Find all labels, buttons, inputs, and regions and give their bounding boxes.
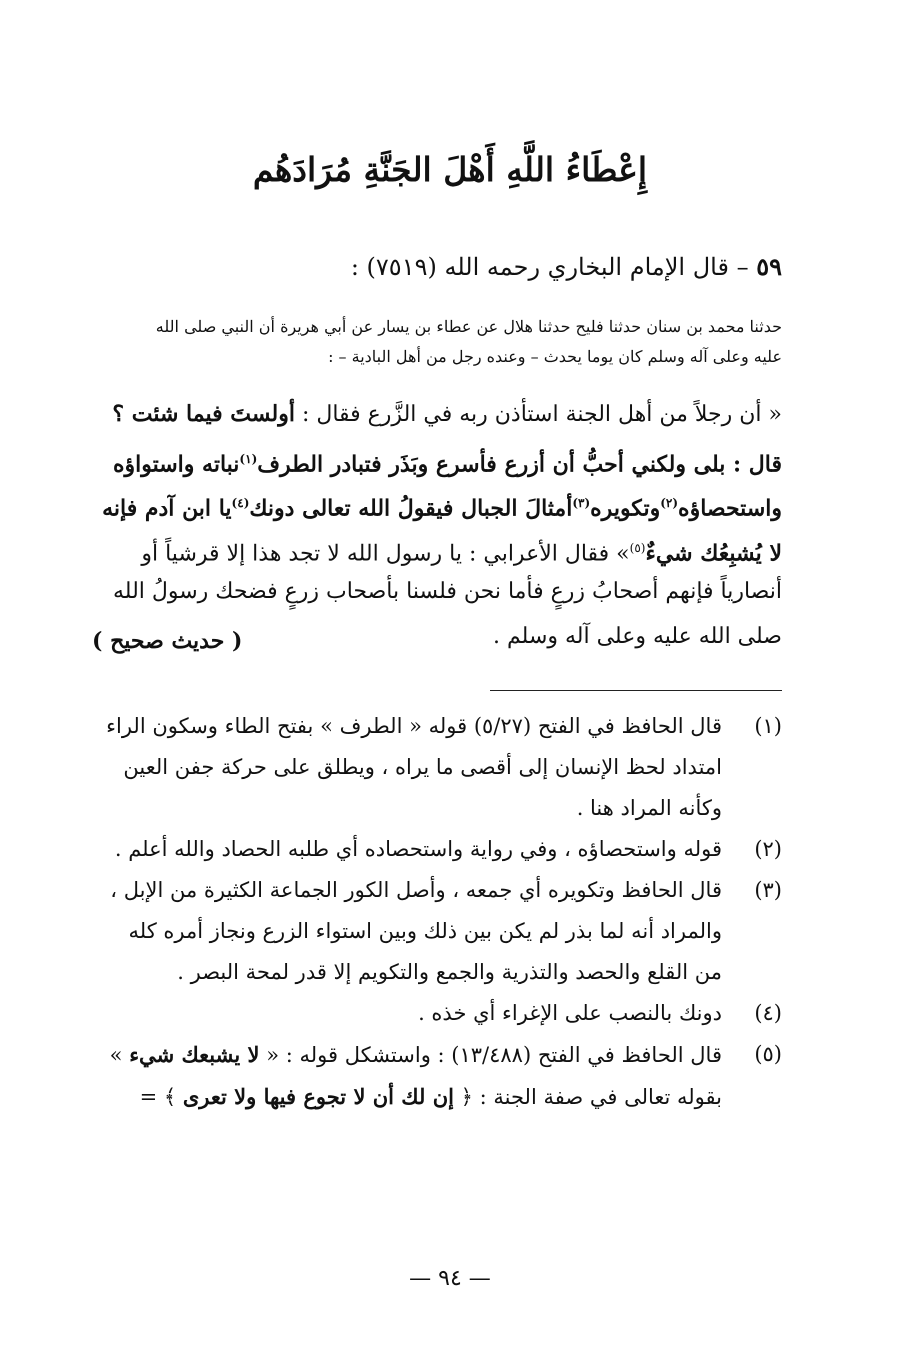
footnote-ref: (١) [239, 451, 258, 466]
footnote-text [82, 1034, 722, 1118]
footnote-text [82, 993, 722, 1034]
footnote-line: والمراد أنه لما بذر لم يكن بين ذلك وبين استواء الزرع ونجاز أمره كله [128, 919, 722, 943]
footnote-divider [490, 690, 782, 691]
footnote-line [82, 1076, 722, 1118]
footnote-number: (٢) [754, 837, 782, 861]
footnote-number: (٣) [754, 878, 782, 902]
footnote-ref: (٢) [660, 496, 679, 510]
hadith-segment-bold: أمثالَ الجبال فيقولُ الله تعالى دونك [249, 495, 573, 522]
hadith-source: – قال الإمام البخاري رحمه الله (٧٥١٩) : [350, 253, 749, 281]
hadith-line [92, 526, 782, 571]
footnote-ref: (٣) [572, 496, 591, 510]
footnote-segment-bold: لا يشبعك شيء [129, 1042, 260, 1067]
footnotes [82, 706, 782, 1118]
footnote-segment-bold: إن لك أن لا تجوع فيها ولا تعرى [182, 1084, 454, 1109]
footnote-number: (٥) [754, 1042, 782, 1066]
footnote-ref: (٥) [629, 540, 646, 555]
footnote-line: قال الحافظ في الفتح (٥/٢٧) قوله « الطرف » بفتح الطاء وسكون الراء [106, 714, 722, 738]
hadith-segment-bold: نباته واستواؤه [112, 450, 240, 477]
footnote-3 [82, 870, 782, 993]
footnote-line: من القلع والحصد والتذرية والجمع والتكويم إلا قدر لمحة البصر . [177, 960, 722, 984]
footnote-text [82, 706, 722, 829]
hadith-line [92, 392, 782, 437]
hadith-segment-bold: وتكويره [590, 495, 661, 522]
hadith-segment: « أن رجلاً من أهل الجنة استأذن ربه في الزَّرع فقال : [301, 402, 782, 427]
footnote-line: امتداد لحظ الإنسان إلى أقصى ما يراه ، ويطلق على حركة جفن العين [123, 755, 722, 779]
hadith-segment: » فقال الأعرابي : يا رسول الله لا تجد هذا إلا قرشياً أو [141, 540, 630, 566]
footnote-segment: ﴾ = [139, 1085, 177, 1109]
footnote-2 [82, 829, 782, 870]
hadith-segment-bold: واستحصاؤه [678, 495, 782, 522]
hadith-line [92, 481, 782, 526]
footnote-4 [82, 993, 782, 1034]
footnote-line: قوله واستحصاؤه ، وفي رواية واستحصاده أي طلبه الحصاد والله أعلم . [114, 837, 722, 861]
page-number: — ٩٤ — [409, 1266, 491, 1291]
footnote-5 [82, 1034, 782, 1118]
hadith-text [92, 392, 782, 659]
footnote-segment: » [109, 1043, 123, 1067]
isnad-line: حدثنا محمد بن سنان حدثنا فليح حدثنا هلال عن عطاء بن يسار عن أبي هريرة أن النبي صلى الله [155, 317, 782, 336]
hadith-segment-bold: أولستَ فيما شئت ؟ [112, 401, 295, 427]
isnad-line: عليه وعلى آله وسلم كان يوما يحدث – وعنده رجل من أهل البادية – : [328, 347, 782, 366]
footnote-segment: بقوله تعالى في صفة الجنة : ﴿ [460, 1085, 722, 1109]
footnote-text [82, 870, 722, 993]
hadith-line: صلى الله عليه وعلى آله وسلم . [493, 623, 782, 649]
hadith-number: ٥٩ [756, 252, 782, 281]
hadith-line [92, 437, 782, 482]
footnote-number: (١) [754, 714, 782, 738]
isnad-paragraph [102, 312, 782, 372]
hadith-line: أنصارياً فإنهم أصحابُ زرعٍ فأما نحن فلسنا بأصحاب زرعٍ فضحك رسولُ الله [113, 579, 782, 604]
footnote-ref: (٤) [231, 496, 250, 510]
footnote-number: (٤) [754, 1001, 782, 1025]
footnote-line: دونك بالنصب على الإغراء أي خذه . [418, 1001, 722, 1025]
hadith-segment-bold: قال : بلى ولكني أحبُّ أن أزرع فأسرع وبَذَر فتبادر الطرف [257, 450, 782, 477]
hadith-segment-bold: يا ابن آدم فإنه [102, 495, 232, 522]
footnote-line: وكأنه المراد هنا . [576, 796, 722, 820]
hadith-segment-bold: لا يُشبِعُك شيءٌ [645, 539, 782, 566]
footnote-1 [82, 706, 782, 829]
footnote-line: قال الحافظ وتكويره أي جمعه ، وأصل الكور الجماعة الكثيرة من الإبل ، [110, 878, 722, 902]
footnote-segment: قال الحافظ في الفتح (١٣/٤٨٨) : واستشكل قوله : « [266, 1043, 722, 1067]
chapter-title: إِعْطَاءُ اللَّهِ أَهْلَ الجَنَّةِ مُرَادَهُم [252, 150, 648, 189]
hadith-heading [102, 252, 782, 281]
hadith-grade: ( حديث صحيح ) [92, 628, 243, 654]
footnote-line [82, 1034, 722, 1076]
footnote-text [82, 829, 722, 870]
